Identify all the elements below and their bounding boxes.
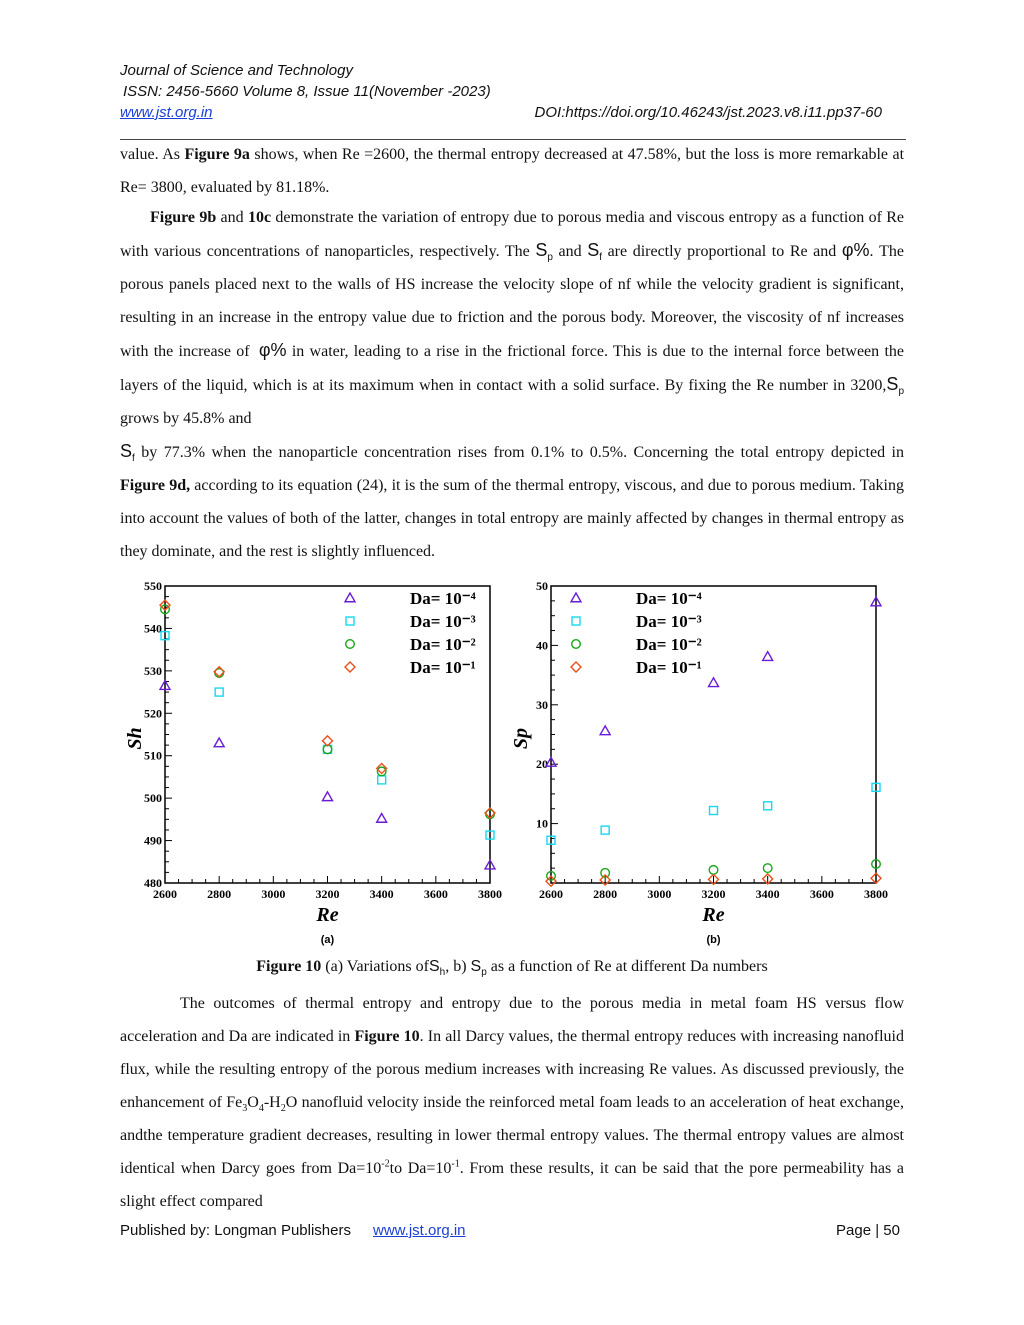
chart-b-x-tick-label: 3400: [755, 887, 780, 901]
chart-a-panel-label: (a): [320, 934, 335, 946]
chart-b-y-tick-label: 40: [536, 638, 548, 653]
chart-panel-a: [124, 579, 502, 946]
chart-b-x-tick-label: 3800: [864, 887, 888, 901]
chart-b-x-tick-label: 3600: [809, 887, 834, 901]
footer-website-link[interactable]: www.jst.org.in: [372, 1222, 466, 1239]
figure-caption: Figure 10 (a) Variations ofS$_h$, b) $S_p$ as a function of Re at different Da numbers: [256, 958, 768, 979]
chart-a-x-tick-label: 3400: [369, 887, 394, 901]
chart-b-legend-marker-3: [572, 640, 581, 649]
chart-b-x-tick-label: 2600: [539, 887, 563, 901]
chart-b-series-3-point: [709, 866, 718, 875]
paragraph-2: Figure 9b and 10c demonstrate the variation of entropy due to porous media and viscous entropy as a function of Re with various concentrations of nanoparticles, respectively. The $S_p$ and $S_f$ are directly proportional to Re and φ%. The porous panels placed next to the walls of HS increase the velocity slope of nf while the velocity gradient is significant, resulting in an increase in the entropy value due to friction and the porous body. Moreover, the viscosity of nf increases with the increase of φ% in water, leading to a rise in the frictional force. This is due to the internal force between the layers of the liquid, which is at its maximum when in contact with a solid surface. By fixing the Re number in $3200,S_p$ grows by 45.8% and $S_f$ by 77.3% when the nanoparticle concentration rises from 0.1% to 0.5%. Concerning the total entropy depicted in Figure 9d, according to its equation (24), it is the sum of the thermal entropy, viscous, and due to porous medium. Taking into account the values of both of the latter, changes in total entropy are mainly affected by changes in thermal entropy as they dominate, and the rest is slightly influenced.: [120, 209, 904, 560]
chart-b-series-2-point: [710, 807, 718, 815]
chart-a-x-tick-label: 3600: [423, 887, 448, 901]
chart-b-legend-marker-1: [571, 593, 581, 602]
chart-b-series-2-point: [764, 802, 772, 810]
chart-b-legend-label-1: Da= 10⁻⁴: [636, 589, 702, 608]
chart-b-x-axis-label: Re: [702, 904, 725, 926]
chart-b-legend-label-2: Da= 10⁻³: [636, 612, 702, 631]
chart-b-series-2-point: [601, 826, 609, 834]
chart-a-series-1-point: [377, 814, 387, 823]
chart-a-legend-marker-2: [346, 617, 354, 625]
page-header: [120, 60, 906, 123]
paragraph-1: value. As Figure 9a shows, when Re =2600, the thermal entropy decreased at 47.58%, but the loss is more remarkable at Re= 3800, evaluated by 81.18%.: [120, 146, 905, 196]
chart-b-y-tick-label: 30: [536, 697, 548, 712]
chart-a-x-tick-label: 2600: [153, 887, 177, 901]
chart-a-y-tick-label: 530: [144, 663, 162, 678]
chart-b-y-tick-label: 10: [536, 816, 548, 831]
chart-a-legend-label-4: Da= 10⁻¹: [410, 658, 476, 677]
chart-a-x-tick-label: 3200: [315, 887, 340, 901]
journal-website-link[interactable]: www.jst.org.in: [120, 104, 213, 121]
chart-a-x-tick-label: 3800: [478, 887, 502, 901]
chart-panel-b: [510, 579, 888, 946]
chart-a-legend-label-3: Da= 10⁻²: [410, 635, 476, 654]
chart-a-y-tick-label: 510: [144, 748, 162, 763]
chart-a-y-tick-label: 500: [144, 791, 162, 806]
publisher-name: Published by: Longman Publishers: [120, 1222, 351, 1239]
chart-a-y-tick-label: 550: [144, 579, 162, 593]
chart-a-legend-marker-4: [345, 662, 355, 672]
chart-b-legend-marker-4: [571, 662, 581, 672]
figure-10: [110, 576, 910, 946]
chart-a-y-axis-label: Sh: [124, 727, 146, 750]
chart-a-legend-marker-1: [345, 593, 355, 602]
chart-a-y-tick-label: 480: [144, 876, 162, 890]
chart-a-x-tick-label: 2800: [207, 887, 232, 901]
chart-b-x-tick-label: 2800: [593, 887, 618, 901]
article-doi: DOI:https://doi.org/10.46243/jst.2023.v8.i11.pp37-60: [534, 104, 882, 121]
chart-b-x-tick-label: 3000: [647, 887, 672, 901]
chart-a-x-tick-label: 3000: [261, 887, 286, 901]
chart-b-legend-label-3: Da= 10⁻²: [636, 635, 702, 654]
chart-b-series-1-point: [709, 678, 719, 687]
chart-a-series-1-point: [214, 738, 224, 747]
page-number: Page | 50: [836, 1222, 900, 1239]
chart-b-legend-marker-2: [572, 617, 580, 625]
chart-a-y-tick-label: 540: [144, 621, 162, 636]
chart-b-y-tick-label: 20: [536, 757, 548, 772]
chart-a-legend-label-2: Da= 10⁻³: [410, 612, 476, 631]
chart-a-y-tick-label: 520: [144, 706, 162, 721]
journal-issn: ISSN: 2456-5660 Volume 8, Issue 11(November -2023): [123, 83, 491, 100]
journal-name: Journal of Science and Technology: [120, 62, 353, 79]
chart-b-series-1-point: [600, 726, 610, 735]
chart-a-series-1-point: [323, 792, 333, 801]
chart-b-series-1-point: [763, 652, 773, 661]
chart-a-legend-marker-3: [346, 640, 355, 649]
chart-b-panel-label: (b): [706, 934, 721, 946]
chart-b-y-tick-label: 50: [536, 579, 548, 593]
chart-a-x-axis-label: Re: [316, 904, 339, 926]
chart-b-x-tick-label: 3200: [701, 887, 726, 901]
chart-a-series-2-point: [378, 776, 386, 784]
chart-b-y-axis-label: Sp: [510, 727, 532, 750]
chart-b-legend-label-4: Da= 10⁻¹: [636, 658, 702, 677]
chart-b-series-3-point: [763, 864, 772, 873]
paragraph-3: The outcomes of thermal entropy and entropy due to the porous media in metal foam HS versus flow acceleration and Da are indicated in Figure 10. In all Darcy values, the thermal entropy reduces with increasing nanofluid flux, while the resulting entropy of the porous medium increases with increasing Re values. As discussed previously, the enhancement of $Fe_3O_4-H_2O$ nanofluid velocity inside the reinforced metal foam leads to an acceleration of heat exchange, andthe temperature gradient decreases, resulting in lower thermal entropy values. The thermal entropy values are almost identical when Darcy goes from $Da=10^{-2}to$ $Da=10^{-1}$. From these results, it can be said that the pore permeability has a slight effect compared: [120, 995, 905, 1210]
chart-a-y-tick-label: 490: [144, 833, 162, 848]
chart-a-legend-label-1: Da= 10⁻⁴: [410, 589, 476, 608]
page-footer: [120, 1222, 900, 1239]
chart-a-series-2-point: [215, 688, 223, 696]
